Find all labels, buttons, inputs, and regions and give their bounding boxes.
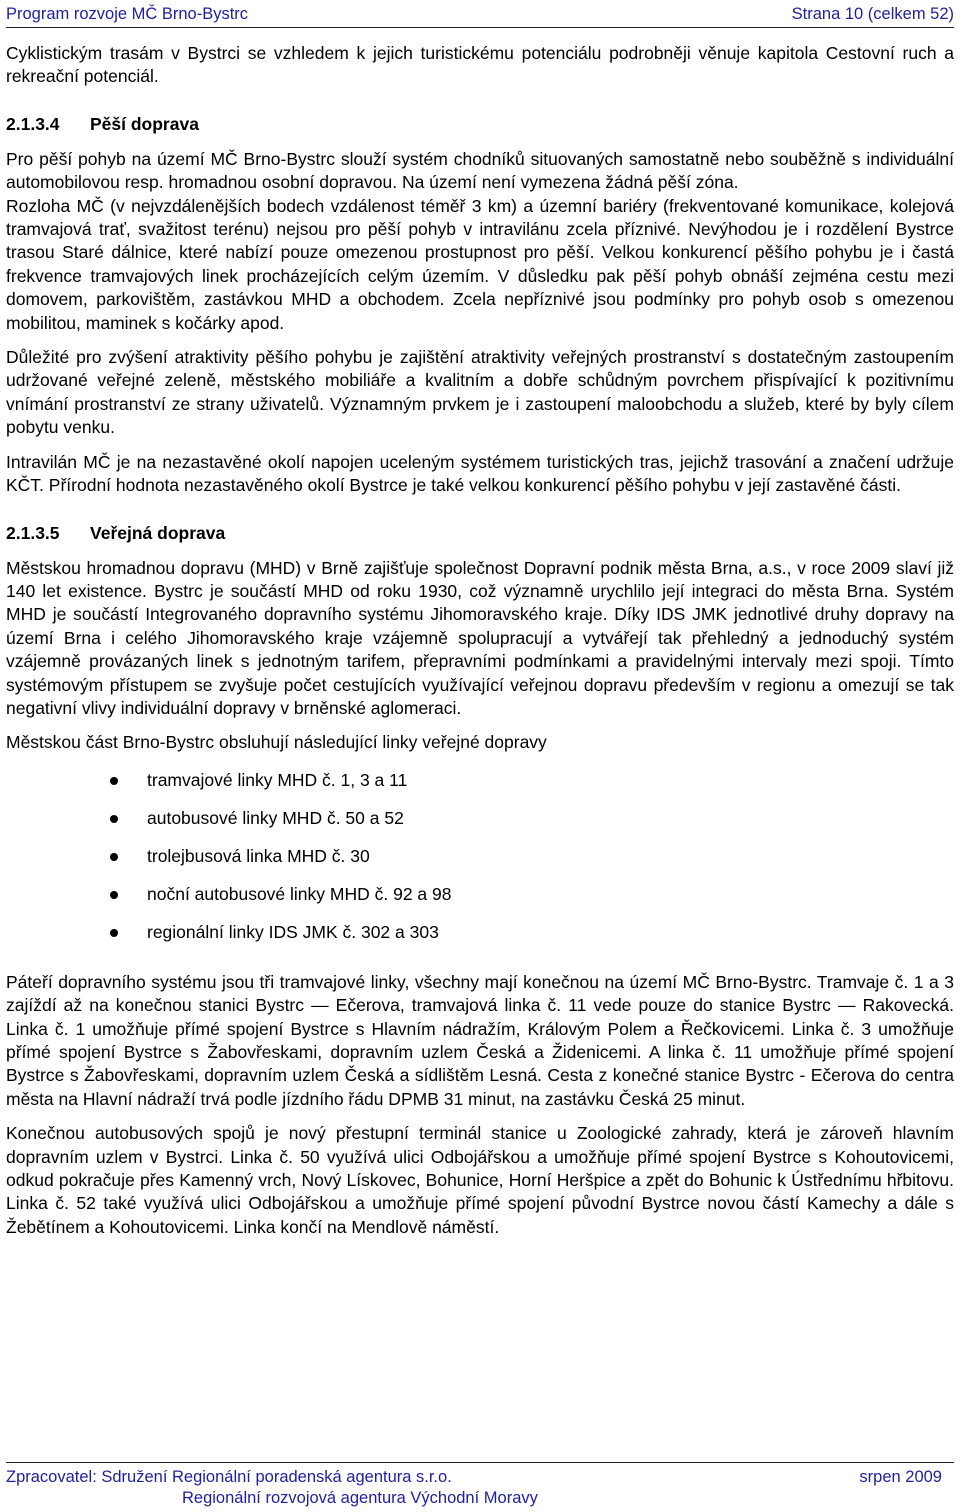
paragraph: Rozloha MČ (v nejvzdálenějších bodech vzdálenost téměř 3 km) a územní bariéry (frekventované komunikace, kolejová tramvajová trať, svažitost terénu) nejsou pro pěší pohyb v intravilánu zcela příznivé. Nevýhodou je i rozdělení Bystrce trasou Staré dálnice, které nabízí pouze omezenou prostupnost pro pěší. Velkou konkurencí pěšího pohybu je i častá frekvence tramvajových linek procházejících celým územím. V důsledku pak pěší pohyb obnáší zejména cestu mezi domovem, parkovištěm, zastávkou MHD a obchodem. Zcela nepříznivé jsou podmínky pro pohyb osob s omezenou mobilitou, maminek s kočárky apod. bbox=[6, 195, 954, 333]
paragraph: Městskou část Brno-Bystrc obsluhují následující linky veřejné dopravy bbox=[6, 732, 547, 753]
paragraph: Páteří dopravního systému jsou tři tramvajové linky, všechny mají konečnou na území MČ Brno-Bystrc. Tramvaje č. 1 a 3 zajíždí až na konečnou stanici Bystrc — Ečerova, tramvajová linka č. 11 vede pouze do stanice Bystrc — Rakovecká. Linka č. 1 umožňuje přímé spojení Bystrce s Hlavním nádražím, Královým Polem a Řečkovicemi. Linka č. 3 umožňuje přímé spojení Bystrce s Žabovřeskami, dopravním uzlem Česká a Židenicemi. A linka č. 11 umožňuje přímé spojení Bystrce s Žabovřeskami, dopravním uzlem Česká a sídlištěm Lesná. Cesta z konečné stanice Bystrc - Ečerova do centra města na Hlavní nádraží trvá podle jízdního řádu DPMB 31 minut, na zastávku Česká 25 minut. bbox=[6, 971, 954, 1109]
footer-date: srpen 2009 bbox=[859, 1468, 942, 1486]
transit-lines-list bbox=[6, 769, 954, 959]
list-item: noční autobusové linky MHD č. 92 a 98 bbox=[6, 883, 954, 921]
bullet-icon bbox=[110, 853, 118, 861]
list-item: tramvajové linky MHD č. 1, 3 a 11 bbox=[6, 769, 954, 807]
heading-pesi-doprava bbox=[6, 113, 954, 136]
list-item: regionální linky IDS JMK č. 302 a 303 bbox=[6, 921, 954, 959]
header-title: Program rozvoje MČ Brno-Bystrc bbox=[6, 5, 249, 23]
heading-verejna-doprava bbox=[6, 522, 954, 545]
page-number: Strana 10 (celkem 52) bbox=[791, 5, 954, 23]
section-title: Veřejná doprava bbox=[90, 522, 226, 543]
footer-agency: Regionální rozvojová agentura Východní Moravy bbox=[182, 1489, 538, 1507]
list-item: trolejbusová linka MHD č. 30 bbox=[6, 845, 954, 883]
paragraph: Důležité pro zvýšení atraktivity pěšího pohybu je zajištění atraktivity veřejných prostranství s dostatečným zastoupením udržované veřejné zeleně, městského mobiliáře a kvalitním a dobře schůdným povrchem přispívající k pozitivnímu vnímání prostranství ze strany uživatelů. Významným prvkem je i zastoupení maloobchodu a služeb, které by byly cílem pobytu venku. bbox=[6, 347, 954, 438]
paragraph: Konečnou autobusových spojů je nový přestupní terminál stanice u Zoologické zahrady, která je zároveň hlavním dopravním uzlem v Bystrci. Linka č. 50 využívá ulici Odbojářskou a umožňuje přímé spojení Bystrce s Kohoutovicemi, odkud pokračuje přes Kamenný vrch, Nový Lískovec, Bohunice, Horní Heršpice a zpět do Bohunic k Ústřednímu hřbitovu. Linka č. 52 také využívá ulici Odbojářskou a umožňuje přímé spojení původní Bystrce novou částí Kamechy a dále s Žebětínem a Kohoutovicemi. Linka končí na Mendlově náměstí. bbox=[6, 1123, 954, 1237]
page-header bbox=[6, 3, 954, 28]
intro-paragraph: Cyklistickým trasám v Bystrci se vzhledem k jejich turistickému potenciálu podrobněji věnuje kapitola Cestovní ruch a rekreační potenciál. bbox=[6, 43, 954, 87]
section-number: 2.1.3.4 bbox=[6, 113, 60, 134]
list-item: autobusové linky MHD č. 50 a 52 bbox=[6, 807, 954, 845]
paragraph: Městskou hromadnou dopravu (MHD) v Brně zajišťuje společnost Dopravní podnik města Brna, a.s., v roce 2009 slaví již 140 let existence. Bystrc je součástí MHD od roku 1930, což významně urychlilo její integraci do města Brna. Systém MHD je součástí Integrovaného dopravního systému Jihomoravského kraje. Díky IDS JMK jednotlivé druhy dopravy na území Brna i celého Jihomoravského kraje vzájemně spolupracují a vytvářejí tak přehledný a jednoduchý systém vzájemně provázaných linek s jednotným tarifem, přepravními podmínkami a pravidelnými intervaly mezi spoji. Tímto systémovým přístupem se zvyšuje počet cestujících využívající veřejnou dopravu především v regionu a omezují se tak negativní vlivy individuální dopravy v brněnské aglomeraci. bbox=[6, 557, 954, 718]
bullet-icon bbox=[110, 777, 118, 785]
section-number: 2.1.3.5 bbox=[6, 522, 60, 543]
paragraph: Intravilán MČ je na nezastavěné okolí napojen uceleným systémem turistických tras, jejichž trasování a značení udržuje KČT. Přírodní hodnota nezastavěného okolí Bystrce je také velkou konkurencí pěšího pohybu v její zastavěné části. bbox=[6, 451, 954, 496]
page-content bbox=[6, 42, 954, 1250]
bullet-icon bbox=[110, 891, 118, 899]
bullet-icon bbox=[110, 815, 118, 823]
footer-author: Zpracovatel: Sdružení Regionální poradenská agentura s.r.o. bbox=[6, 1468, 452, 1486]
section-title: Pěší doprava bbox=[90, 113, 199, 134]
bullet-icon bbox=[110, 929, 118, 937]
paragraph: Pro pěší pohyb na území MČ Brno-Bystrc slouží systém chodníků situovaných samostatně nebo souběžně s individuální automobilovou resp. hromadnou osobní dopravou. Na území není vymezena žádná pěší zóna. bbox=[6, 148, 954, 193]
page-footer bbox=[6, 1462, 954, 1509]
document-page bbox=[6, 0, 954, 1512]
